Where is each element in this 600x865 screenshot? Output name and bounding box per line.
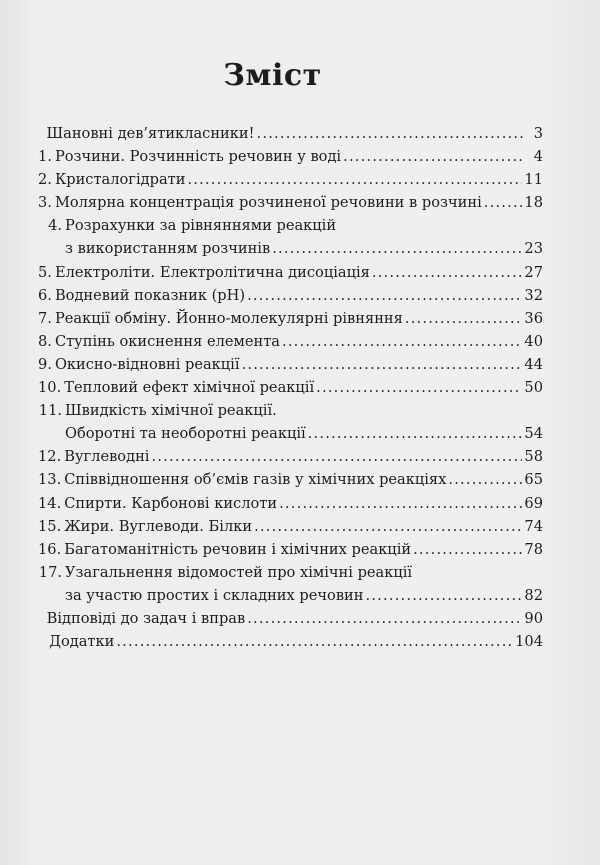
- dot-leader: [405, 307, 523, 330]
- dot-leader: [116, 630, 513, 653]
- toc-entry-page: 104: [515, 633, 543, 651]
- toc-entry: [38, 561, 543, 607]
- toc-entry: [38, 399, 543, 445]
- toc-entry-page: 54: [524, 425, 543, 443]
- toc-entry: [38, 284, 543, 307]
- toc-entry-title-continued: за участю простих і складних речовин: [65, 586, 364, 604]
- toc-entry-page: 90: [524, 609, 543, 627]
- toc-entry-number: 6.: [38, 286, 52, 304]
- toc-entry-title: Жири. Вуглеводи. Білки: [64, 517, 253, 535]
- toc-entry-number: 9.: [38, 355, 52, 373]
- toc-entry: [38, 445, 543, 468]
- toc-entry-title-continued: з використанням розчинів: [65, 240, 271, 258]
- toc-entry-page: 4: [533, 148, 543, 166]
- dot-leader: [372, 261, 523, 284]
- toc-entry-page: 18: [524, 194, 543, 212]
- toc-entry: [38, 191, 543, 214]
- toc-entry-page: 74: [524, 517, 543, 535]
- toc-entry-title: Узагальнення відомостей про хімічні реакції: [65, 563, 413, 581]
- dot-leader: [484, 191, 523, 214]
- toc-entry: [38, 468, 543, 491]
- toc-entry-number: 16.: [38, 540, 62, 558]
- toc-entry-title: Додатки: [49, 633, 115, 651]
- toc-entry: [38, 376, 543, 399]
- toc-entry-page: 44: [524, 355, 543, 373]
- table-of-contents: [38, 122, 543, 653]
- toc-entry-page: 65: [524, 471, 543, 489]
- toc-entry: [38, 307, 543, 330]
- toc-entry-title: Швидкість хімічної реакції.: [65, 402, 277, 420]
- toc-entry-page: 82: [524, 586, 543, 604]
- toc-entry-page: 36: [524, 309, 543, 327]
- toc-entry-title: Багатоманітність речовин і хімічних реакцій: [64, 540, 412, 558]
- toc-entry: [38, 538, 543, 561]
- toc-entry-title: Реакції обміну. Йонно-молекулярні рівняння: [54, 309, 403, 327]
- toc-entry-title: Електроліти. Електролітична дисоціація: [54, 263, 370, 281]
- toc-entry-title: Ступінь окиснення елемента: [54, 332, 280, 350]
- toc-entry-number: 17.: [38, 563, 62, 581]
- toc-entry-title: Водневий показник (pH): [54, 286, 246, 304]
- dot-leader: [254, 515, 522, 538]
- dot-leader: [272, 237, 522, 260]
- toc-entry-title: Спирти. Карбонові кислоти: [64, 494, 278, 512]
- toc-entry-number: 14.: [38, 494, 62, 512]
- toc-entry-title: Окисно-відновні реакції: [54, 355, 240, 373]
- toc-entry: [38, 122, 543, 145]
- toc-entry-number: 11.: [38, 402, 62, 420]
- dot-leader: [279, 492, 522, 515]
- toc-entry-page: 40: [524, 332, 543, 350]
- toc-entry-number: 2.: [38, 171, 52, 189]
- toc-entry: [38, 214, 543, 260]
- toc-entry-page: 78: [524, 540, 543, 558]
- toc-entry-number: 10.: [38, 379, 62, 397]
- toc-entry-title: Вуглеводні: [64, 448, 150, 466]
- toc-entry: [38, 492, 543, 515]
- toc-entry-page: 27: [524, 263, 543, 281]
- toc-entry-number: 4.: [48, 217, 62, 235]
- toc-entry-page: 23: [524, 240, 543, 258]
- dot-leader: [257, 122, 525, 145]
- dot-leader: [308, 422, 523, 445]
- toc-entry: [38, 261, 543, 284]
- toc-entry-title: Відповіді до задач і вправ: [46, 609, 246, 627]
- dot-leader: [316, 376, 522, 399]
- dot-leader: [282, 330, 522, 353]
- toc-entry-title: Шановні дев’ятикласники!: [46, 125, 255, 142]
- dot-leader: [247, 284, 522, 307]
- toc-entry-title: Молярна концентрація розчиненої речовини в розчині: [54, 194, 482, 212]
- dot-leader: [366, 584, 523, 607]
- toc-entry-title: Кристалогідрати: [54, 171, 186, 189]
- dot-leader: [187, 168, 522, 191]
- toc-entry-page: 58: [524, 448, 543, 466]
- toc-entry-title-continued: Оборотні та необоротні реакції: [65, 425, 306, 443]
- toc-entry: [38, 515, 543, 538]
- toc-entry-page: 11: [524, 171, 543, 189]
- toc-entry: [38, 145, 543, 168]
- dot-leader: [343, 145, 525, 168]
- toc-entry-number: 13.: [38, 471, 62, 489]
- toc-entry: [38, 607, 543, 630]
- toc-entry: [38, 630, 543, 653]
- toc-entry-number: 5.: [38, 263, 52, 281]
- toc-entry-number: 1.: [38, 148, 52, 166]
- toc-entry-page: 3: [533, 125, 543, 142]
- toc-entry-title: Тепловий ефект хімічної реакції: [64, 379, 315, 397]
- toc-entry-page: 32: [524, 286, 543, 304]
- toc-entry: [38, 353, 543, 376]
- dot-leader: [413, 538, 522, 561]
- toc-entry: [38, 168, 543, 191]
- toc-entry-title: Співвідношення об’ємів газів у хімічних реакціях: [64, 471, 447, 489]
- dot-leader: [448, 468, 522, 491]
- toc-entry: [38, 330, 543, 353]
- toc-entry-title: Розчини. Розчинність речовин у воді: [54, 148, 342, 166]
- dot-leader: [242, 353, 523, 376]
- dot-leader: [151, 445, 522, 468]
- toc-entry-page: 69: [524, 494, 543, 512]
- toc-entry-number: 8.: [38, 332, 52, 350]
- toc-entry-number: 12.: [38, 448, 62, 466]
- toc-entry-page: 50: [524, 379, 543, 397]
- dot-leader: [247, 607, 522, 630]
- toc-entry-number: 7.: [38, 309, 52, 327]
- toc-entry-title: Розрахунки за рівняннями реакцій: [65, 217, 337, 235]
- toc-entry-number: 15.: [38, 517, 62, 535]
- page-title: Зміст: [223, 58, 322, 93]
- toc-entry-number: 3.: [38, 194, 52, 212]
